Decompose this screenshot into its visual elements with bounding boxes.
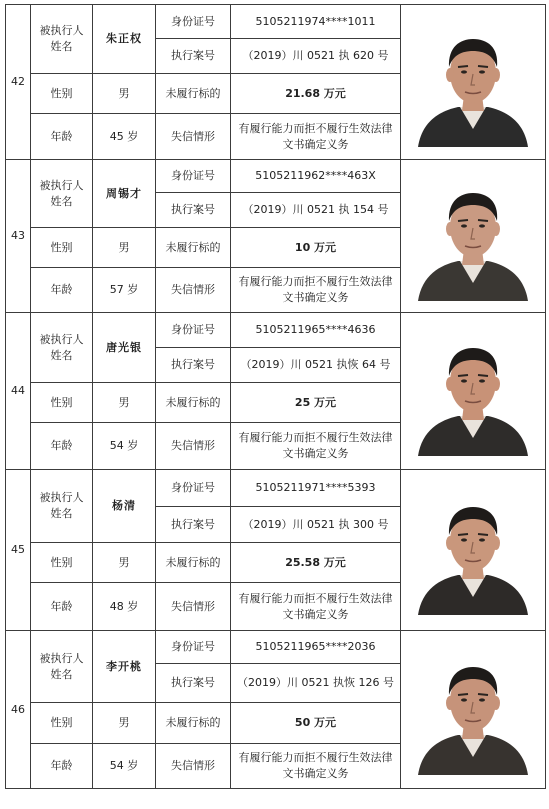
age-value: 48 岁	[93, 583, 156, 631]
debtor-name: 唐光银	[93, 313, 156, 383]
portrait-photo	[414, 485, 532, 615]
unfulfilled-amount: 10 万元	[231, 228, 401, 268]
record-index: 44	[6, 313, 31, 470]
name-label	[31, 5, 93, 74]
record-index: 42	[6, 5, 31, 160]
case-no-label: 执行案号	[156, 39, 231, 74]
case-no-label: 执行案号	[156, 348, 231, 383]
debtor-name: 李开桃	[93, 631, 156, 703]
situation-line1: 有履行能力而拒不履行生效法律	[238, 431, 393, 444]
portrait-photo	[414, 171, 532, 301]
portrait-photo	[414, 645, 532, 775]
debtor-name: 朱正权	[93, 5, 156, 74]
case-number: （2019）川 0521 执 300 号	[231, 507, 401, 543]
situation-label: 失信情形	[156, 114, 231, 160]
name-label-line2: 姓名	[50, 40, 73, 53]
record-row	[6, 160, 546, 193]
record-index: 46	[6, 631, 31, 789]
photo-cell	[401, 631, 546, 789]
name-label-line2: 姓名	[50, 194, 73, 208]
situation-label: 失信情形	[156, 583, 231, 631]
age-value: 54 岁	[93, 744, 156, 789]
gender-value: 男	[93, 228, 156, 268]
unfulfilled-label: 未履行标的	[156, 703, 231, 744]
gender-label: 性别	[31, 228, 93, 268]
name-label-line1: 被执行人	[39, 332, 84, 346]
age-label: 年龄	[31, 583, 93, 631]
age-value: 45 岁	[93, 114, 156, 160]
id-number: 5105211965****2036	[231, 631, 401, 664]
default-situation	[231, 268, 401, 313]
situation-line2: 文书确定义务	[282, 767, 349, 780]
unfulfilled-label: 未履行标的	[156, 74, 231, 114]
gender-label: 性别	[31, 383, 93, 423]
situation-line1: 有履行能力而拒不履行生效法律	[238, 121, 393, 135]
age-value: 57 岁	[93, 268, 156, 313]
photo-cell	[401, 160, 546, 313]
name-label	[31, 160, 93, 228]
gender-value: 男	[93, 703, 156, 744]
gender-label: 性别	[31, 703, 93, 744]
age-value: 54 岁	[93, 423, 156, 470]
unfulfilled-label: 未履行标的	[156, 228, 231, 268]
situation-line1: 有履行能力而拒不履行生效法律	[238, 591, 393, 605]
record-row	[6, 631, 546, 664]
situation-line2: 文书确定义务	[282, 137, 349, 151]
id-number: 5105211962****463X	[231, 160, 401, 193]
portrait-photo	[414, 326, 532, 456]
default-situation	[231, 423, 401, 470]
name-label-line1: 被执行人	[39, 491, 84, 504]
age-label: 年龄	[31, 744, 93, 789]
situation-label: 失信情形	[156, 268, 231, 313]
unfulfilled-amount: 50 万元	[231, 703, 401, 744]
debtor-name: 周锡才	[93, 160, 156, 228]
name-label-line1: 被执行人	[39, 651, 84, 665]
situation-line2: 文书确定义务	[282, 447, 349, 460]
case-no-label: 执行案号	[156, 664, 231, 703]
situation-line1: 有履行能力而拒不履行生效法律	[238, 751, 393, 764]
id-card-label: 身份证号	[156, 470, 231, 507]
name-label	[31, 631, 93, 703]
record-row	[6, 5, 546, 39]
unfulfilled-amount: 21.68 万元	[231, 74, 401, 114]
case-number: （2019）川 0521 执 154 号	[231, 193, 401, 228]
record-row	[6, 470, 546, 507]
debtor-name: 杨清	[93, 470, 156, 543]
photo-cell	[401, 313, 546, 470]
record-row	[6, 313, 546, 348]
situation-label: 失信情形	[156, 423, 231, 470]
name-label-line2: 姓名	[50, 507, 73, 520]
id-card-label: 身份证号	[156, 160, 231, 193]
record-index: 45	[6, 470, 31, 631]
default-situation	[231, 114, 401, 160]
gender-label: 性别	[31, 74, 93, 114]
age-label: 年龄	[31, 268, 93, 313]
situation-line2: 文书确定义务	[282, 607, 349, 621]
id-card-label: 身份证号	[156, 631, 231, 664]
case-number: （2019）川 0521 执恢 126 号	[231, 664, 401, 703]
record-index: 43	[6, 160, 31, 313]
id-card-label: 身份证号	[156, 5, 231, 39]
name-label	[31, 470, 93, 543]
unfulfilled-label: 未履行标的	[156, 383, 231, 423]
roster-body	[6, 5, 546, 789]
situation-line1: 有履行能力而拒不履行生效法律	[238, 275, 393, 288]
name-label-line1: 被执行人	[39, 178, 84, 192]
case-number: （2019）川 0521 执恢 64 号	[231, 348, 401, 383]
default-situation	[231, 583, 401, 631]
situation-line2: 文书确定义务	[282, 291, 349, 304]
debtor-roster-table	[5, 4, 546, 789]
gender-value: 男	[93, 383, 156, 423]
id-number: 5105211965****4636	[231, 313, 401, 348]
portrait-photo	[414, 17, 532, 147]
age-label: 年龄	[31, 423, 93, 470]
unfulfilled-amount: 25.58 万元	[231, 543, 401, 583]
gender-value: 男	[93, 543, 156, 583]
photo-cell	[401, 5, 546, 160]
name-label-line1: 被执行人	[39, 24, 84, 37]
id-number: 5105211974****1011	[231, 5, 401, 39]
case-no-label: 执行案号	[156, 507, 231, 543]
photo-cell	[401, 470, 546, 631]
gender-value: 男	[93, 74, 156, 114]
gender-label: 性别	[31, 543, 93, 583]
id-number: 5105211971****5393	[231, 470, 401, 507]
unfulfilled-label: 未履行标的	[156, 543, 231, 583]
id-card-label: 身份证号	[156, 313, 231, 348]
case-no-label: 执行案号	[156, 193, 231, 228]
unfulfilled-amount: 25 万元	[231, 383, 401, 423]
name-label	[31, 313, 93, 383]
name-label-line2: 姓名	[50, 667, 73, 681]
default-situation	[231, 744, 401, 789]
name-label-line2: 姓名	[50, 348, 73, 362]
age-label: 年龄	[31, 114, 93, 160]
case-number: （2019）川 0521 执 620 号	[231, 39, 401, 74]
situation-label: 失信情形	[156, 744, 231, 789]
